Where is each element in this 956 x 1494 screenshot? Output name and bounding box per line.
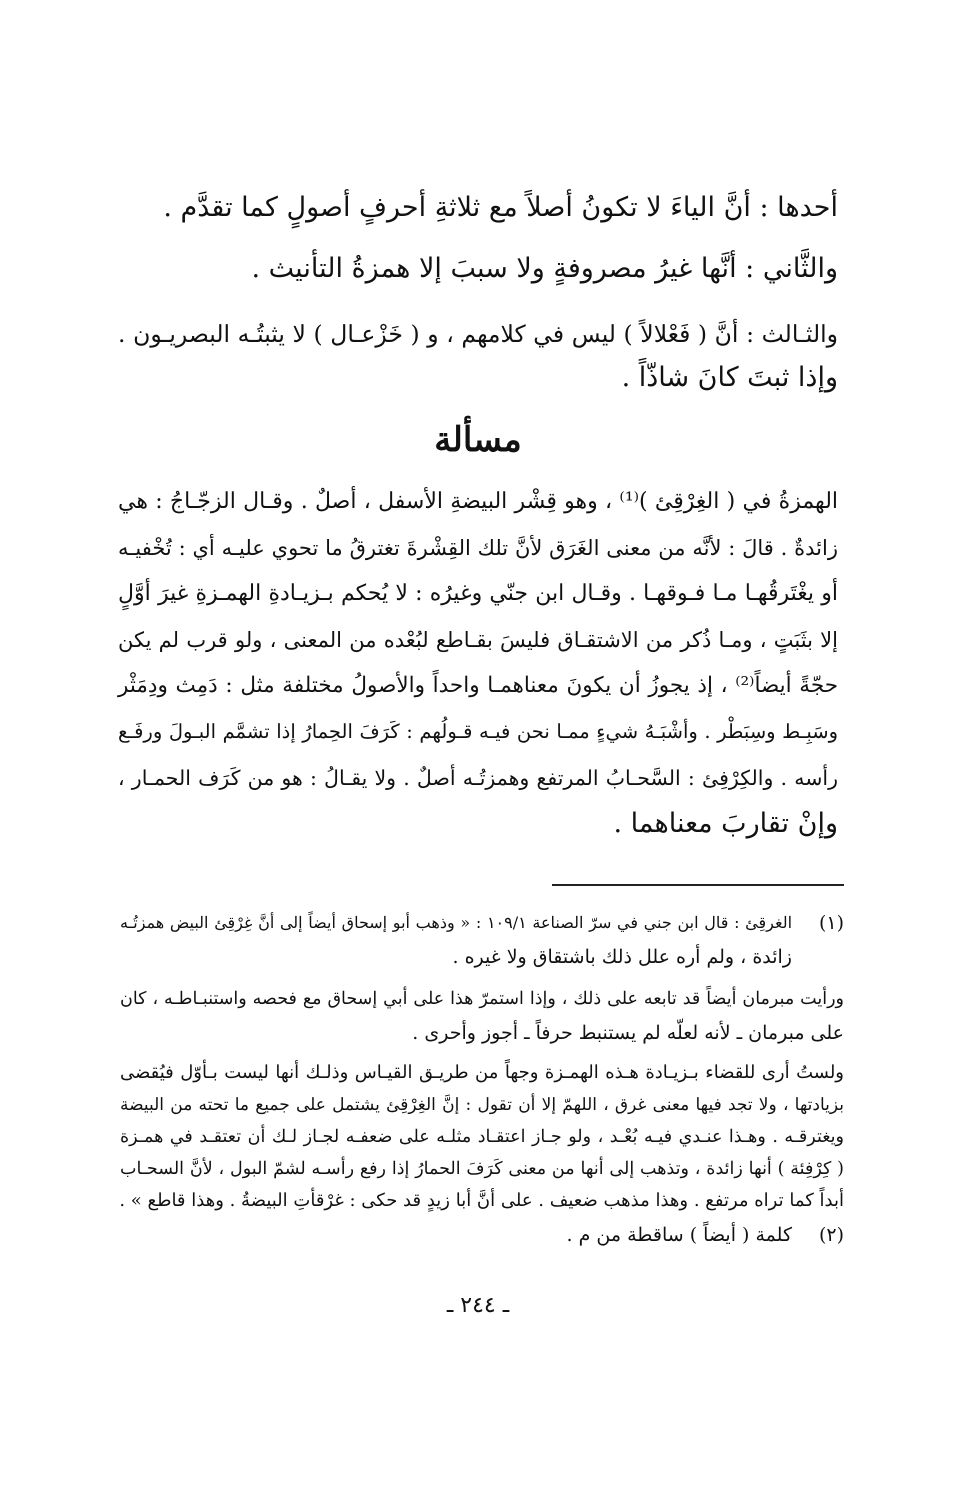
section-title: مسألة [434, 420, 522, 460]
page-number: ـ ٢٤٤ ـ [446, 1293, 510, 1318]
footnote-number: (١) [818, 912, 844, 934]
text-line: زائدةٌ . قالَ : لأنَّه من معنى الغَرَق لأنَّ تلك القِشْرةَ تغترقُ ما تحوي عليـه أي : تُخْفيـه [118, 536, 838, 560]
footnote-line: أبداً كما تراه مرتفع . وهذا مذهب ضعيف . على أنَّ أبا زيدٍ قد حكى : غرْقأتِ البيضةُ . وهذا قاطع » . [119, 1190, 844, 1211]
text-line: أو يغْتَرقُهـا مـا فـوقهـا . وقـال ابن جنّي وغيرُه : لا يُحكم بـزيـادةِ الهمـزةِ غيرَ أوَّلٍ [118, 581, 838, 606]
footnote-line: ولستُ أرى للقضاء بـزيـادة هـذه الهمـزة وجهاً من طريـق القيـاس وذلـك أنها ليست بـأوّل فيُقضى [120, 1062, 844, 1083]
footnote-line: الغرقِئ : قال ابن جني في سرّ الصناعة ١٠٩/١ : « وذهب أبو إسحاق أيضاً إلى أنَّ غِرْقِئ البيض همزتُـه [120, 913, 793, 932]
footnote-line: ويغترقـه . وهـذا عنـدي فيـه بُعْـد ، ولو جـاز اعتقـاد مثلـه على ضعفـه لجـاز لـك أن تعتقـد في همـزة [120, 1127, 844, 1147]
footnote-line: زائدة ، ولم أره علل ذلك باشتقاق ولا غيره . [452, 946, 792, 968]
footnote-line: ورأيت مبرمان أيضاً قد تابعه على ذلك ، وإذا استمرّ هذا على أبي إسحاق مع فحصه واستنبـاطـه ، كان [120, 989, 844, 1009]
text-line: وسَبِـط وسِبَطْر . وأشْبَـهُ شيءٍ ممـا نحن فيـه قـولُهم : كَرَفَ الحِمارُ إذا تشمَّم البـولَ ورفَـع [118, 720, 838, 743]
text-line: وإذا ثبتَ كانَ شاذّاً . [621, 362, 838, 393]
text-line: الهمزةُ في ( الغِرْقِئ )⁽¹⁾ ، وهو قِشْر البيضةِ الأسفل ، أصلٌ . وقـال الزجّـاجُ : هي [118, 489, 839, 514]
text-line: إلا بثَبَتٍ ، ومـا ذُكر من الاشتقـاق فليسَ بقـاطع لبُعْده من المعنى ، ولو قرب لم يكن [118, 628, 838, 652]
text-line: رأسه . والكِرْفِئ : السَّحـابُ المرتفع وهمزتُـه أصلٌ . ولا يقـالُ : هو من كَرَف الحمـار ، [118, 766, 838, 790]
text-line: والثـالث : أنَّ ( فَعْلالاً ) ليس في كلامهم ، و ( خَزْعـال ) لا يثبتُـه البصريـون . [118, 320, 838, 348]
text-line: أحدها : أنَّ الياءَ لا تكونُ أصلاً مع ثلاثةِ أحرفٍ أصولٍ كما تقدَّم . [163, 192, 838, 223]
text-line: وإنْ تقاربَ معناهما . [613, 808, 838, 839]
footnote-line: كلمة ( أيضاً ) ساقطة من م . [566, 1224, 792, 1246]
footnote-line: على مبرمان ـ لأنه لعلّه لم يستنبط حرفاً ـ أجوز وأحرى . [412, 1022, 844, 1044]
text-line: والثَّاني : أنَّها غيرُ مصروفةٍ ولا سببَ إلا همزةُ التأنيث . [251, 253, 838, 284]
text-line: حجّةً أيضاً⁽²⁾ ، إذ يجوزُ أن يكونَ معناهمـا واحداً والأصولُ مختلفة مثل : دَمِث ودِمَثْر [118, 673, 838, 698]
footnote-number: (٢) [818, 1224, 844, 1246]
footnote-line: ( كِرْفِئة ) أنها زائدة ، وتذهب إلى أنها من معنى كَرَفَ الحمارُ إذا رفع رأسـه لشمّ البول ، لأنَّ السحـاب [120, 1159, 844, 1179]
footnote-line: بزيادتها ، ولا تجد فيها معنى غرق ، اللهمّ إلا أن تقول : إنَّ الغِرْقِئ يشتمل على جميع ما تحته من البيضة [120, 1095, 844, 1115]
footnote-separator [552, 884, 844, 886]
